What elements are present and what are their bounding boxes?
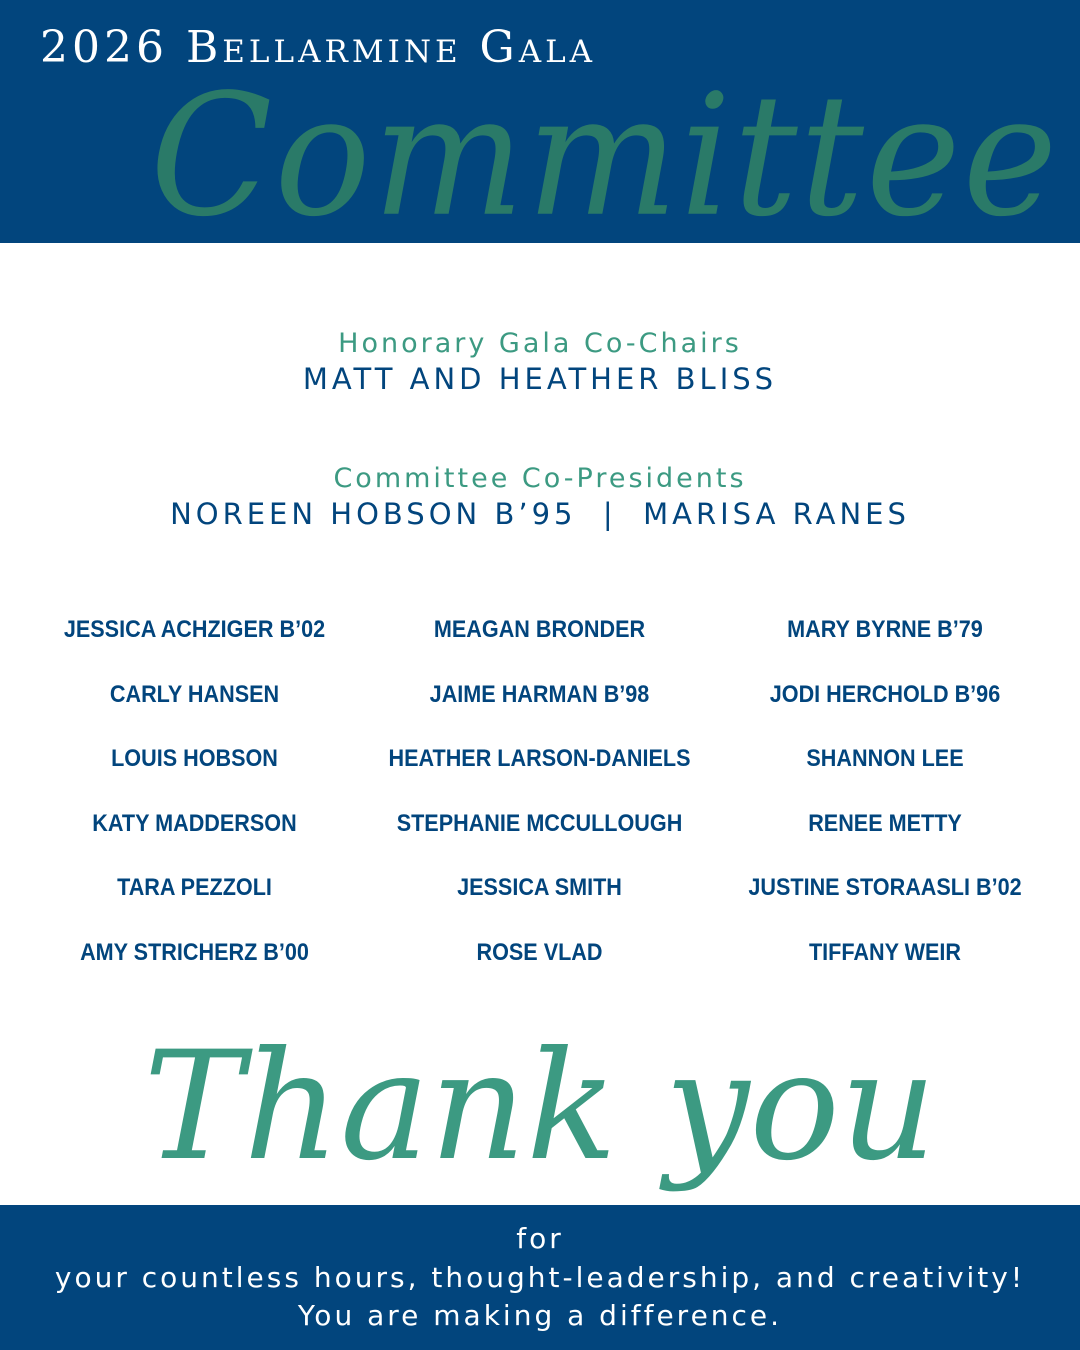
member-name: HEATHER LARSON-DANIELS: [388, 745, 691, 773]
committee-script-title: Committee: [150, 57, 1060, 254]
member-name: MEAGAN BRONDER: [433, 616, 646, 644]
member-name: KATY MADDERSON: [92, 809, 297, 837]
member-name: JESSICA ACHZIGER B’02: [63, 616, 326, 644]
member-name: RENEE METTY: [808, 809, 962, 837]
cochairs-names: MATT AND HEATHER BLISS: [302, 362, 778, 396]
footer-for: for: [516, 1222, 564, 1255]
footer-gratitude-line: your countless hours, thought-leadership, and creativity!: [54, 1261, 1026, 1294]
member-name: JESSICA SMITH: [457, 874, 622, 902]
copresidents-names: NOREEN HOBSON B’95 | MARISA RANES: [170, 497, 910, 531]
member-name: ROSE VLAD: [476, 938, 603, 966]
member-name: JODI HERCHOLD B’96: [769, 680, 1001, 708]
member-name: TARA PEZZOLI: [117, 874, 272, 902]
copresidents-label: Committee Co-Presidents: [333, 463, 747, 494]
committee-member-grid: [22, 598, 1058, 990]
member-name: CARLY HANSEN: [109, 680, 280, 708]
footer-difference-line: You are making a difference.: [297, 1299, 783, 1332]
member-name: STEPHANIE MCCULLOUGH: [396, 809, 683, 837]
member-name: LOUIS HOBSON: [111, 745, 278, 773]
member-name: TIFFANY WEIR: [808, 938, 961, 966]
gala-title: 2026 Bellarmine Gala: [40, 22, 597, 73]
member-name: JUSTINE STORAASLI B’02: [748, 874, 1022, 902]
member-name: JAIME HARMAN B’98: [429, 680, 650, 708]
member-name: MARY BYRNE B’79: [787, 616, 983, 644]
member-name: AMY STRICHERZ B’00: [80, 938, 309, 966]
member-name: SHANNON LEE: [806, 745, 964, 773]
thank-you-script: Thank you: [143, 1020, 937, 1194]
cochairs-label: Honorary Gala Co-Chairs: [338, 328, 742, 359]
